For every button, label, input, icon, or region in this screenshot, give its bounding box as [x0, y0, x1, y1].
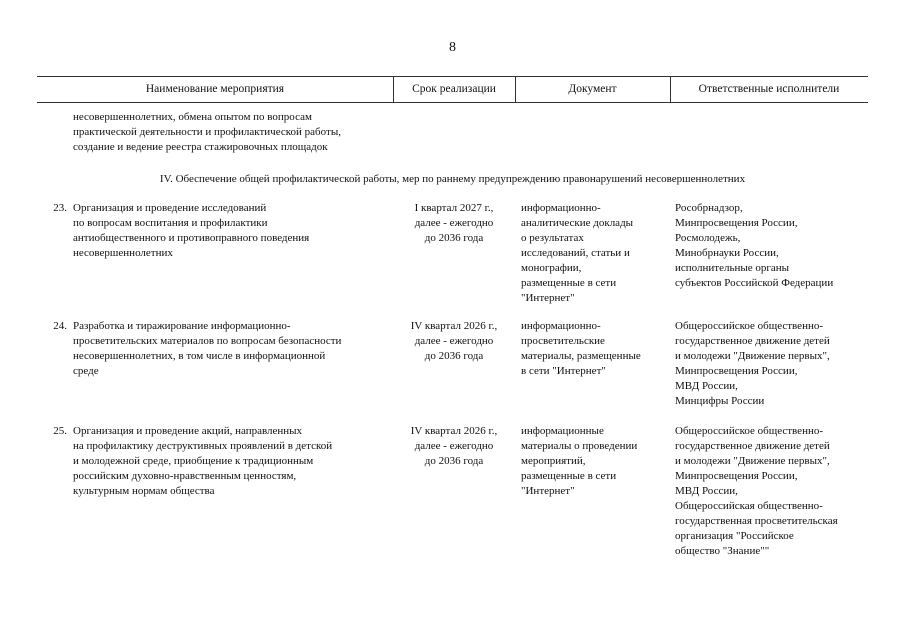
- text-line: Минобрнауки России,: [675, 247, 779, 259]
- text-line: Общероссийское общественно-: [675, 425, 824, 437]
- text-line: Общероссийское общественно-: [675, 320, 824, 332]
- text-line: практической деятельности и профилактической работы,: [73, 126, 341, 138]
- text-line: МВД России,: [675, 380, 738, 392]
- text-line: МВД России,: [675, 485, 738, 497]
- text-line: Организация и проведение исследований: [73, 202, 267, 214]
- text-line: IV квартал 2026 г.,: [410, 320, 498, 332]
- text-line: на профилактику деструктивных проявлений в детской: [73, 440, 333, 452]
- text-line: российским духовно-нравственным ценностям,: [73, 470, 297, 482]
- text-line: материалы, размещенные: [521, 350, 641, 362]
- text-line: просветительских материалов по вопросам безопасности: [73, 335, 342, 347]
- text-line: общество "Знание"": [675, 545, 770, 557]
- row-number: 23.: [53, 202, 67, 214]
- text-line: размещенные в сети: [521, 277, 617, 289]
- text-line: Общероссийская общественно-: [675, 500, 823, 512]
- text-line: информационно-: [521, 202, 601, 214]
- text-line: субъектов Российской Федерации: [675, 277, 834, 289]
- text-line: информационные: [521, 425, 604, 437]
- text-line: Минцифры России: [675, 395, 765, 407]
- text-line: IV квартал 2026 г.,: [410, 425, 498, 437]
- row-document: [521, 201, 633, 306]
- text-line: и молодежи "Движение первых",: [675, 455, 830, 467]
- column-header-responsible: Ответственные исполнители: [698, 83, 840, 95]
- row-name: [73, 319, 341, 379]
- text-line: Росмолодежь,: [675, 232, 741, 244]
- text-line: несовершеннолетних, обмена опытом по вопросам: [73, 111, 312, 123]
- text-line: Минпросвещения России,: [675, 365, 798, 377]
- continued-row-text: [73, 110, 341, 155]
- row-document: [521, 424, 637, 499]
- text-line: до 2036 года: [424, 350, 484, 362]
- text-line: I квартал 2027 г.,: [414, 202, 494, 214]
- row-responsible: [675, 201, 833, 291]
- text-line: Организация и проведение акций, направленных: [73, 425, 303, 437]
- text-line: культурным нормам общества: [73, 485, 215, 497]
- text-line: и молодежи "Движение первых",: [675, 350, 830, 362]
- row-term: [393, 424, 515, 469]
- text-line: организация "Российское: [675, 530, 794, 542]
- row-number: 24.: [53, 320, 67, 332]
- row-name: [73, 201, 309, 261]
- text-line: Разработка и тиражирование информационно-: [73, 320, 291, 332]
- column-header-name: Наименование мероприятия: [145, 83, 285, 95]
- text-line: далее - ежегодно: [414, 335, 494, 347]
- column-header-term: Срок реализации: [412, 83, 496, 95]
- text-line: о результатах: [521, 232, 584, 244]
- text-line: информационно-: [521, 320, 601, 332]
- text-line: по вопросам воспитания и профилактики: [73, 217, 268, 229]
- text-line: исследований, статьи и: [521, 247, 630, 259]
- row-responsible: [675, 319, 830, 409]
- text-line: Рособрнадзор,: [675, 202, 743, 214]
- text-line: несовершеннолетних, в том числе в информационной: [73, 350, 326, 362]
- row-responsible: [675, 424, 838, 559]
- text-line: несовершеннолетних: [73, 247, 173, 259]
- text-line: антиобщественного и противоправного поведения: [73, 232, 310, 244]
- text-line: до 2036 года: [424, 455, 484, 467]
- text-line: аналитические доклады: [521, 217, 634, 229]
- text-line: мероприятий,: [521, 455, 586, 467]
- text-line: далее - ежегодно: [414, 217, 494, 229]
- text-line: до 2036 года: [424, 232, 484, 244]
- text-line: Минпросвещения России,: [675, 470, 798, 482]
- text-line: "Интернет": [521, 485, 575, 497]
- text-line: и молодежной среде, приобщение к традиционным: [73, 455, 314, 467]
- text-line: государственное движение детей: [675, 335, 830, 347]
- text-line: создание и ведение реестра стажировочных площадок: [73, 141, 328, 153]
- text-line: в сети "Интернет": [521, 365, 606, 377]
- table-header-top-rule: [37, 76, 868, 77]
- text-line: просветительские: [521, 335, 605, 347]
- text-line: государственное движение детей: [675, 440, 830, 452]
- text-line: материалы о проведении: [521, 440, 638, 452]
- text-line: "Интернет": [521, 292, 575, 304]
- section-title: IV. Обеспечение общей профилактической работы, мер по раннему предупреждению правонарушений несовершеннолетних: [159, 173, 746, 185]
- column-header-document: Документ: [568, 83, 617, 95]
- table-header-bottom-rule: [37, 102, 868, 103]
- text-line: далее - ежегодно: [414, 440, 494, 452]
- text-line: государственная просветительская: [675, 515, 838, 527]
- row-term: [393, 319, 515, 364]
- row-name: [73, 424, 332, 499]
- row-term: [393, 201, 515, 246]
- text-line: размещенные в сети: [521, 470, 617, 482]
- row-document: [521, 319, 641, 379]
- page-number: 8: [449, 40, 456, 55]
- text-line: монографии,: [521, 262, 582, 274]
- text-line: среде: [73, 365, 99, 377]
- row-number: 25.: [53, 425, 67, 437]
- text-line: Минпросвещения России,: [675, 217, 798, 229]
- text-line: исполнительные органы: [675, 262, 790, 274]
